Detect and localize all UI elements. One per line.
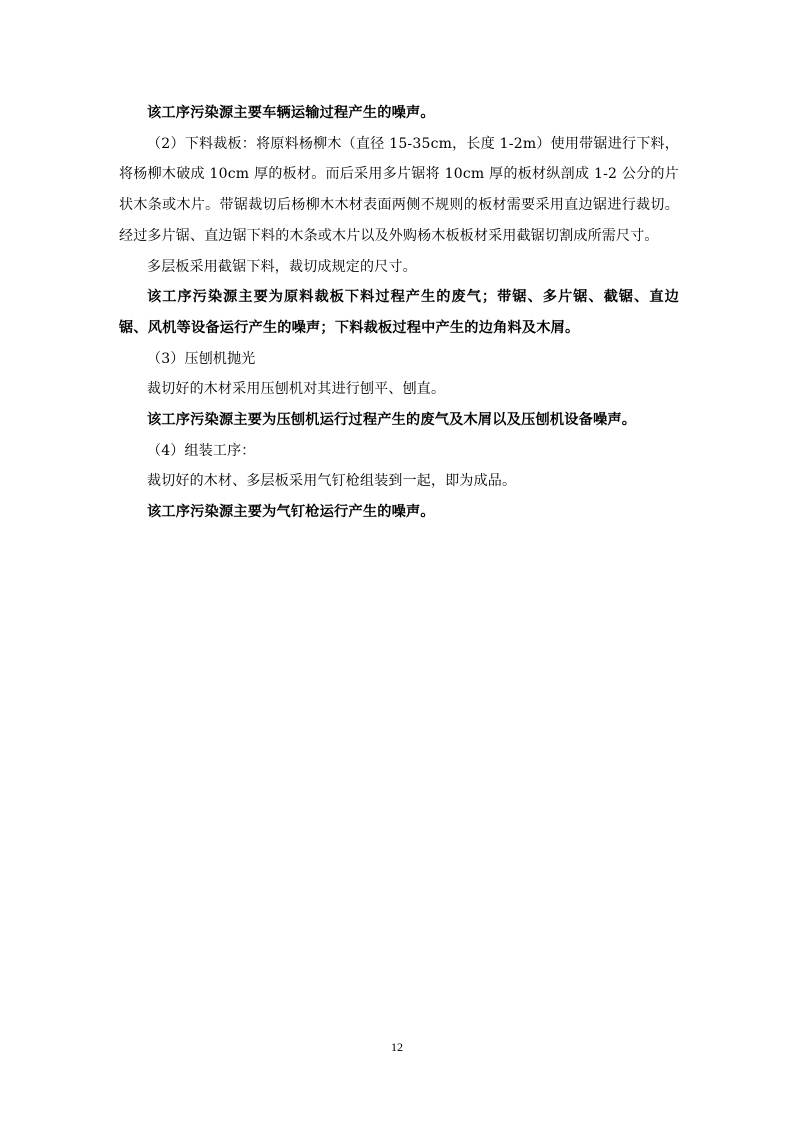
paragraph-8-heading: （4）组装工序： bbox=[147, 442, 256, 459]
paragraph-5-heading: （3）压刨机抛光 bbox=[147, 350, 256, 367]
document-body bbox=[119, 98, 679, 528]
paragraph-6: 裁切好的木材采用压刨机对其进行刨平、刨直。 bbox=[147, 381, 446, 398]
paragraph-1-bold: 该工序污染源主要车辆运输过程产生的噪声。 bbox=[147, 105, 435, 121]
paragraph-2: （2）下料裁板：将原料杨柳木（直径 15-35cm，长度 1-2m）使用带锯进行下料，将杨柳木破成 10cm 厚的板材。而后采用多片锯将 10cm 厚的板材纵剖成 1-2 公分的片状木条或木片。带锯裁切后杨柳木木材表面两侧不规则的板材需要采用直边锯进行裁切。经过多片锯、直边锯下料的木条或木片以及外购杨木板板材采用截锯切割成所需尺寸。 bbox=[119, 135, 679, 244]
paragraph-4-bold: 该工序污染源主要为原料裁板下料过程产生的废气；带锯、多片锯、截锯、直边锯、风机等设备运行产生的噪声；下料裁板过程中产生的边角料及木屑。 bbox=[119, 289, 679, 336]
paragraph-7-bold: 该工序污染源主要为压刨机运行过程产生的废气及木屑以及压刨机设备噪声。 bbox=[147, 412, 637, 429]
paragraph-10-bold: 该工序污染源主要为气钉枪运行产生的噪声。 bbox=[147, 504, 435, 521]
paragraph-3: 多层板采用截锯下料，裁切成规定的尺寸。 bbox=[147, 258, 417, 275]
page-number: 12 bbox=[391, 1040, 403, 1054]
paragraph-9: 裁切好的木材、多层板采用气钉枪组装到一起，即为成品。 bbox=[147, 473, 517, 490]
